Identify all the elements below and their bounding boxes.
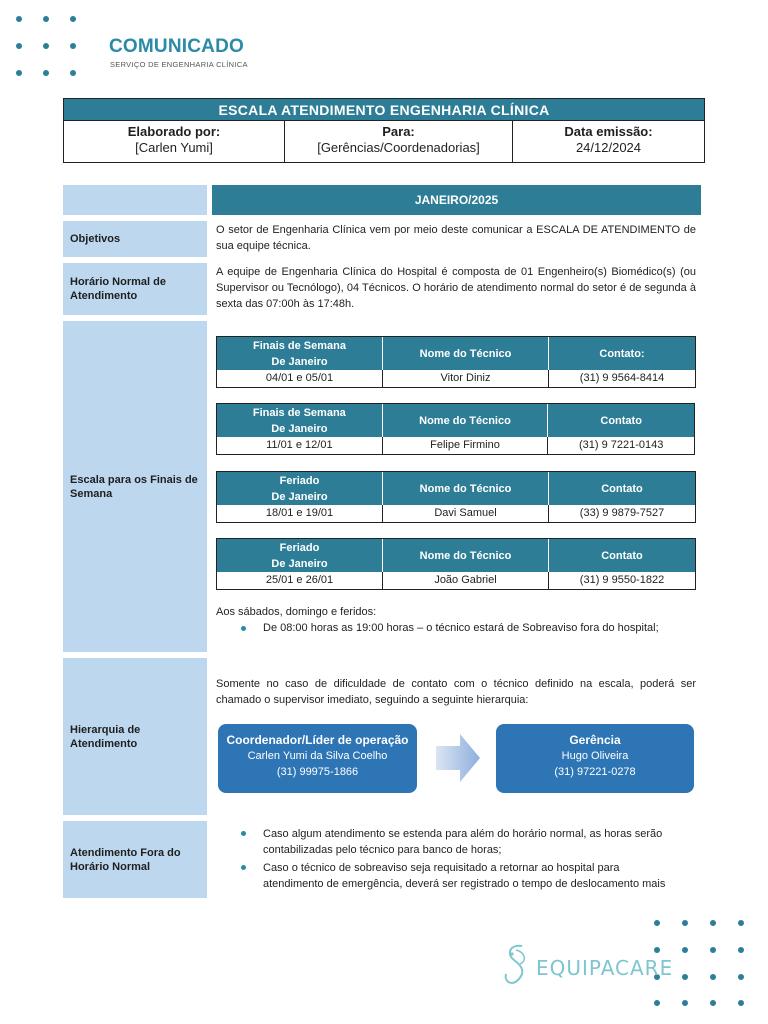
weekend-table-1-phone: (31) 9 9564-8414 bbox=[579, 372, 665, 384]
weekend-table-3-name: Davi Samuel bbox=[383, 505, 549, 522]
para-cell bbox=[285, 121, 513, 162]
weekend-table-2-h1: Finais de Semana De Janeiro bbox=[217, 404, 383, 437]
side-label-objetivos: Objetivos bbox=[63, 221, 207, 257]
arrow-right-icon bbox=[436, 734, 480, 782]
weekend-table-3-h1: Feriado De Janeiro bbox=[217, 472, 383, 505]
month-header: JANEIRO/2025 bbox=[212, 185, 701, 215]
box2-phone: (31) 97221-0278 bbox=[554, 766, 636, 778]
weekend-table-3-phone: (33) 9 9879-7527 bbox=[579, 507, 665, 519]
bullet-dot bbox=[241, 865, 246, 870]
weekend-table-2 bbox=[216, 403, 695, 455]
weekend-table-4-h2: Nome do Técnico bbox=[383, 539, 549, 572]
page-subtitle: SERVIÇO DE ENGENHARIA CLÍNICA bbox=[110, 60, 248, 69]
weekend-table-2-phone: (31) 9 7221-0143 bbox=[578, 439, 664, 451]
side-label-escala-fim: Escala para os Finais de Semana bbox=[63, 321, 207, 652]
weekend-table-3 bbox=[216, 471, 696, 523]
weekend-table-1-h2: Nome do Técnico bbox=[383, 337, 549, 370]
side-label-hierarquia: Hierarquia de Atendimento bbox=[63, 658, 207, 815]
weekend-note: Aos sábados, domingo e feridos: bbox=[216, 606, 377, 618]
weekend-table-1 bbox=[216, 336, 696, 388]
page-title: COMUNICADO bbox=[109, 36, 244, 57]
elaborado-label: Elaborado por: bbox=[127, 124, 221, 139]
bullet-dot bbox=[241, 831, 246, 836]
weekend-table-2-date: 11/01 e 12/01 bbox=[217, 437, 383, 454]
escala-header-table bbox=[63, 98, 705, 163]
elaborado-value: [Carlen Yumi] bbox=[135, 140, 213, 155]
para-label: Para: bbox=[382, 124, 415, 139]
fora-bullet-2: Caso o técnico de sobreaviso seja requisitado a retornar ao hospital para atendimento de emergência, deverá ser registrado o tempo de deslocamento mais bbox=[263, 862, 666, 890]
horario-text: A equipe de Engenharia Clínica do Hospital é composta de 01 Engenheiro(s) Biomédico(s) (ou Supervisor ou Tecnólogo), 04 Técnicos. O horário de atendimento normal do setor é de segunda à sexta das 07:00h às 17:48h. bbox=[216, 266, 696, 310]
side-block-month bbox=[63, 185, 207, 215]
box1-title: Coordenador/Líder de operação bbox=[226, 733, 409, 747]
weekend-table-4-h1: Feriado De Janeiro bbox=[217, 539, 383, 572]
weekend-table-3-h3: Contato bbox=[601, 482, 643, 495]
hierarchy-box-gerencia bbox=[496, 724, 694, 793]
weekend-bullet-text: De 08:00 horas as 19:00 horas – o técnico estará de Sobreaviso fora do hospital; bbox=[263, 622, 659, 634]
weekend-table-4 bbox=[216, 538, 696, 590]
weekend-table-4-h3: Contato bbox=[601, 549, 643, 562]
logo-text: EQUIPACARE bbox=[536, 956, 674, 980]
weekend-table-3-h2: Nome do Técnico bbox=[383, 472, 549, 505]
side-label-horario: Horário Normal de Atendimento bbox=[63, 263, 207, 315]
weekend-table-4-name: João Gabriel bbox=[383, 572, 549, 589]
para-value: [Gerências/Coordenadorias] bbox=[317, 140, 480, 155]
escala-title: ESCALA ATENDIMENTO ENGENHARIA CLÍNICA bbox=[64, 99, 704, 121]
weekend-table-3-date: 18/01 e 19/01 bbox=[217, 505, 383, 522]
weekend-table-1-h3: Contato: bbox=[599, 347, 645, 360]
data-label: Data emissão: bbox=[564, 124, 653, 139]
data-value: 24/12/2024 bbox=[575, 140, 642, 155]
weekend-table-2-name: Felipe Firmino bbox=[383, 437, 549, 454]
decor-dots-top bbox=[16, 16, 86, 82]
hierarchy-box-coordenador bbox=[218, 724, 417, 793]
data-cell bbox=[513, 121, 704, 162]
bullet-dot bbox=[241, 626, 246, 631]
side-label-fora: Atendimento Fora do Horário Normal bbox=[63, 821, 207, 898]
equipacare-logo-icon bbox=[500, 942, 534, 988]
weekend-table-2-h3: Contato bbox=[600, 414, 642, 427]
hierarquia-text: Somente no caso de dificuldade de contato com o técnico definido na escala, poderá ser chamado o supervisor imediato, seguindo a seguinte hierarquia: bbox=[216, 678, 696, 706]
elaborado-cell bbox=[64, 121, 285, 162]
box2-name: Hugo Oliveira bbox=[561, 750, 629, 762]
weekend-table-4-date: 25/01 e 26/01 bbox=[217, 572, 383, 589]
weekend-table-4-phone: (31) 9 9550-1822 bbox=[579, 574, 665, 586]
fora-bullet-1: Caso algum atendimento se estenda para além do horário normal, as horas serão contabilizadas pelo técnico para banco de horas; bbox=[263, 828, 663, 856]
box1-name: Carlen Yumi da Silva Coelho bbox=[247, 750, 388, 762]
box2-title: Gerência bbox=[569, 733, 621, 747]
objetivos-text: O setor de Engenharia Clínica vem por meio deste comunicar a ESCALA DE ATENDIMENTO de sua equipe técnica. bbox=[216, 224, 696, 252]
weekend-table-2-h2: Nome do Técnico bbox=[383, 404, 549, 437]
weekend-table-1-date: 04/01 e 05/01 bbox=[217, 370, 383, 387]
box1-phone: (31) 99975-1866 bbox=[276, 766, 359, 778]
weekend-table-1-name: Vitor Diniz bbox=[383, 370, 549, 387]
weekend-table-1-h1: Finais de Semana De Janeiro bbox=[217, 337, 383, 370]
